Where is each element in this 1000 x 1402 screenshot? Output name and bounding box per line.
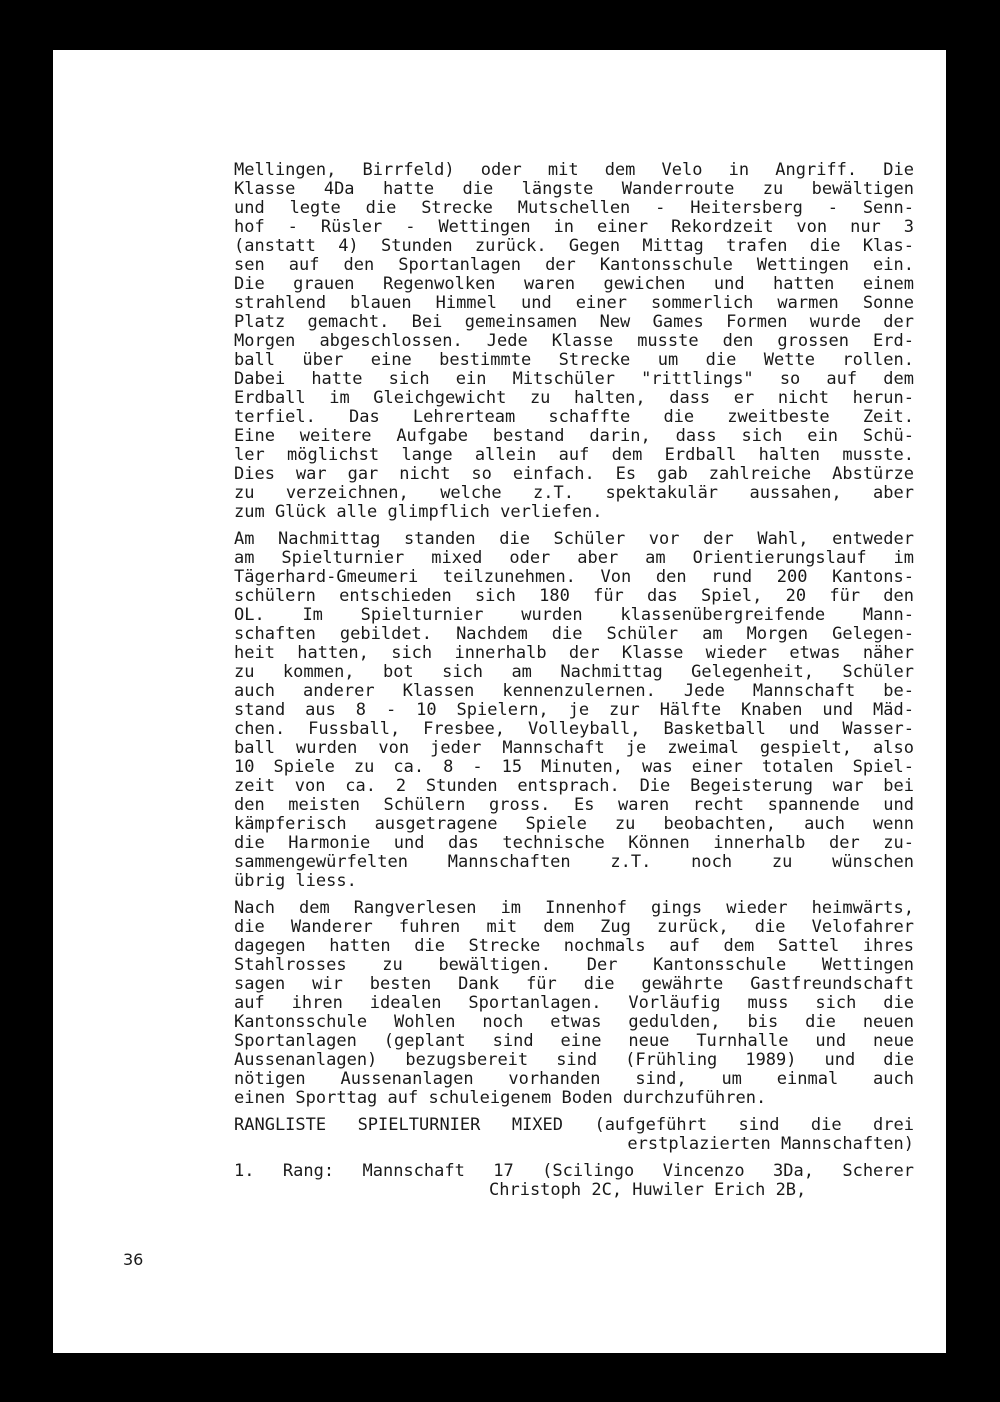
text-line: 10 Spiele zu ca. 8 - 15 Minuten, was einer totalen Spiel- — [234, 757, 914, 777]
text-line: einen Sporttag auf schuleigenem Boden durchzuführen. — [234, 1088, 767, 1108]
paragraph-1 — [234, 161, 914, 522]
text-line: sen auf den Sportanlagen der Kantonsschule Wettingen ein. — [234, 255, 914, 275]
text-line: terfiel. Das Lehrerteam schaffte die zweitbeste Zeit. — [234, 407, 914, 427]
text-line: dagegen hatten die Strecke nochmals auf dem Sattel ihres — [234, 936, 914, 956]
ranking-entry-line: Christoph 2C, Huwiler Erich 2B, — [489, 1180, 807, 1200]
text-line: chen. Fussball, Fresbee, Volleyball, Basketball und Wasser- — [234, 719, 914, 739]
text-line: schaften gebildet. Nachdem die Schüler am Morgen Gelegen- — [234, 624, 914, 644]
text-line: schülern entschieden sich 180 für das Spiel, 20 für den — [234, 586, 914, 606]
ranking-heading — [234, 1116, 914, 1154]
text-line: zu kommen, bot sich am Nachmittag Gelegenheit, Schüler — [234, 662, 914, 682]
text-line: die Wanderer fuhren mit dem Zug zurück, die Velofahrer — [234, 917, 914, 937]
document-page — [53, 50, 946, 1353]
text-line: Erdball im Gleichgewicht zu halten, dass er nicht herun- — [234, 388, 914, 408]
text-line: Tägerhard-Gmeumeri teilzunehmen. Von den rund 200 Kantons- — [234, 567, 914, 587]
text-line: nötigen Aussenanlagen vorhanden sind, um einmal auch — [234, 1069, 914, 1089]
text-line: zeit von ca. 2 Stunden entsprach. Die Begeisterung war bei — [234, 776, 914, 796]
text-line: Stahlrosses zu bewältigen. Der Kantonsschule Wettingen — [234, 955, 914, 975]
ranking-heading-line: RANGLISTE SPIELTURNIER MIXED (aufgeführt sind die drei — [234, 1115, 914, 1135]
text-line: auch anderer Klassen kennenzulernen. Jede Mannschaft be- — [234, 681, 914, 701]
text-line: OL. Im Spielturnier wurden klassenübergreifende Mann- — [234, 605, 914, 625]
text-line: Klasse 4Da hatte die längste Wanderroute zu bewältigen — [234, 179, 914, 199]
text-line: sammengewürfelten Mannschaften z.T. noch zu wünschen — [234, 852, 914, 872]
text-line: Kantonsschule Wohlen noch etwas gedulden, bis die neuen — [234, 1012, 914, 1032]
text-line: stand aus 8 - 10 Spielern, je zur Hälfte Knaben und Mäd- — [234, 700, 914, 720]
text-line: übrig liess. — [234, 871, 357, 891]
text-line: Dies war gar nicht so einfach. Es gab zahlreiche Abstürze — [234, 464, 914, 484]
text-line: Die grauen Regenwolken waren gewichen und hatten einem — [234, 274, 914, 294]
text-line: ball über eine bestimmte Strecke um die Wette rollen. — [234, 350, 914, 370]
paragraph-3 — [234, 899, 914, 1108]
paragraph-2 — [234, 530, 914, 891]
text-line: sagen wir besten Dank für die gewährte Gastfreundschaft — [234, 974, 914, 994]
text-line: Dabei hatte sich ein Mitschüler "rittlings" so auf dem — [234, 369, 914, 389]
text-line: strahlend blauen Himmel und einer sommerlich warmen Sonne — [234, 293, 914, 313]
text-line: am Spielturnier mixed oder aber am Orientierungslauf im — [234, 548, 914, 568]
article-body — [234, 161, 914, 1200]
text-line: Mellingen, Birrfeld) oder mit dem Velo in Angriff. Die — [234, 160, 914, 180]
text-line: Platz gemacht. Bei gemeinsamen New Games Formen wurde der — [234, 312, 914, 332]
text-line: ball wurden von jeder Mannschaft je zweimal gespielt, also — [234, 738, 914, 758]
text-line: kämpferisch ausgetragene Spiele zu beobachten, auch wenn — [234, 814, 914, 834]
text-line: Aussenanlagen) bezugsbereit sind (Frühling 1989) und die — [234, 1050, 914, 1070]
text-line: den meisten Schülern gross. Es waren recht spannende und — [234, 795, 914, 815]
text-line: zu verzeichnen, welche z.T. spektakulär aussahen, aber — [234, 483, 914, 503]
text-line: zum Glück alle glimpflich verliefen. — [234, 502, 603, 522]
page-number: 36 — [123, 1250, 144, 1269]
text-line: heit hatten, sich innerhalb der Klasse wieder etwas näher — [234, 643, 914, 663]
text-line: Am Nachmittag standen die Schüler vor der Wahl, entweder — [234, 529, 914, 549]
text-line: Morgen abgeschlossen. Jede Klasse musste den grossen Erd- — [234, 331, 914, 351]
text-line: Eine weitere Aufgabe bestand darin, dass sich ein Schü- — [234, 426, 914, 446]
text-line: ler möglichst lange allein auf dem Erdball halten musste. — [234, 445, 914, 465]
ranking-first-place — [234, 1162, 914, 1200]
text-line: und legte die Strecke Mutschellen - Heitersberg - Senn- — [234, 198, 914, 218]
text-line: auf ihren idealen Sportanlagen. Vorläufig muss sich die — [234, 993, 914, 1013]
text-line: die Harmonie und das technische Können innerhalb der zu- — [234, 833, 914, 853]
text-line: (anstatt 4) Stunden zurück. Gegen Mittag trafen die Klas- — [234, 236, 914, 256]
text-line: hof - Rüsler - Wettingen in einer Rekordzeit von nur 3 — [234, 217, 914, 237]
ranking-entry-line: 1. Rang: Mannschaft 17 (Scilingo Vincenzo 3Da, Scherer — [234, 1161, 914, 1181]
ranking-heading-line: erstplazierten Mannschaften) — [627, 1134, 914, 1154]
text-line: Nach dem Rangverlesen im Innenhof gings wieder heimwärts, — [234, 898, 914, 918]
text-line: Sportanlagen (geplant sind eine neue Turnhalle und neue — [234, 1031, 914, 1051]
